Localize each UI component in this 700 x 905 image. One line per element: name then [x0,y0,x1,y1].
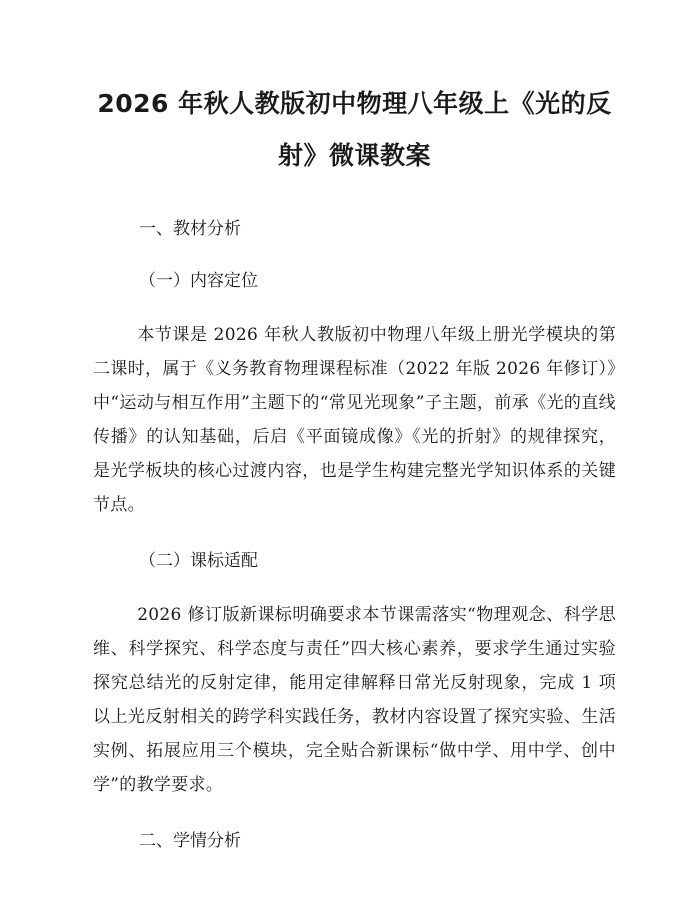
title-line-1: 2026 年秋人教版初中物理八年级上《光的反 [97,89,612,118]
document-title [93,78,616,182]
subsection-heading-content-positioning: （一）内容定位 [139,271,258,291]
section-heading-textbook-analysis: 一、教材分析 [139,219,241,239]
section-heading-learner-analysis: 二、学情分析 [139,831,241,851]
paragraph-curriculum-fit: 2026 修订版新课标明确要求本节课需落实“物理观念、科学思维、科学探究、科学态度与责任”四大核心素养，要求学生通过实验探究总结光的反射定律，能用定律解释日常光反射现象，完成 1 项以上光反射相关的跨学科实践任务，教材内容设置了探究实验、生活实例、拓展应用三个模块，完全贴合新课标“做中学、用中学、创中学”的教学要求。 [93,605,616,795]
paragraph-content-positioning: 本节课是 2026 年秋人教版初中物理八年级上册光学模块的第二课时，属于《义务教育物理课程标准（2022 年版 2026 年修订）》中“运动与相互作用”主题下的“常见光现象”子主题，前承《光的直线传播》的认知基础，后启《平面镜成像》《光的折射》的规律探究，是光学板块的核心过渡内容，也是学生构建完整光学知识体系的关键节点。 [93,325,616,515]
title-line-2: 射》微课教案 [277,141,431,170]
subsection-heading-curriculum-fit: （二）课标适配 [139,551,258,571]
